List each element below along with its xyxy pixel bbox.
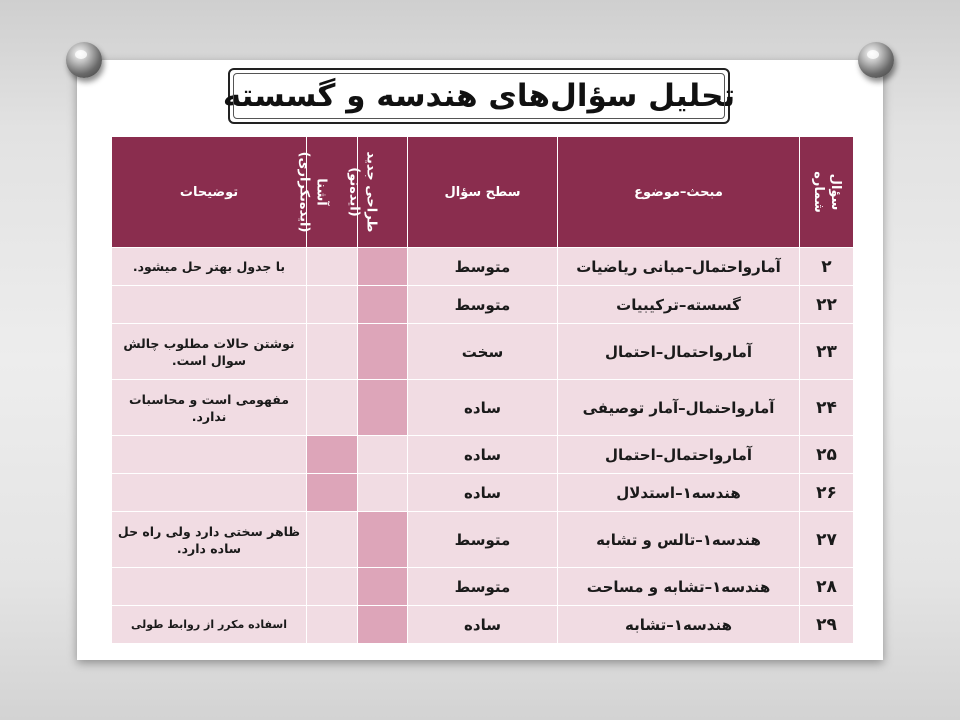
- new-design-cell: [358, 474, 408, 512]
- familiar-cell: [307, 286, 358, 324]
- question-number-cell: ۲۲: [800, 286, 854, 324]
- question-number-cell: ۲: [800, 248, 854, 286]
- level-cell: ساده: [408, 606, 558, 644]
- level-cell: ساده: [408, 474, 558, 512]
- familiar-cell: [307, 248, 358, 286]
- topic-cell: آمارواحتمال–احتمال: [558, 436, 800, 474]
- question-number-cell: ۲۳: [800, 324, 854, 380]
- topic-cell: هندسه۱–تشابه: [558, 606, 800, 644]
- question-number-cell: ۲۷: [800, 512, 854, 568]
- notes-cell: [112, 286, 307, 324]
- notes-cell: نوشتن حالات مطلوب چالش سوال است.: [112, 324, 307, 380]
- question-number-cell: ۲۴: [800, 380, 854, 436]
- topic-cell: آمارواحتمال–مبانی ریاضیات: [558, 248, 800, 286]
- new-design-cell: [358, 248, 408, 286]
- question-number-cell: ۲۸: [800, 568, 854, 606]
- question-number-cell: ۲۹: [800, 606, 854, 644]
- table-row: [112, 380, 854, 436]
- left-pushpin-icon: [66, 42, 102, 78]
- familiar-cell: [307, 568, 358, 606]
- header-level: سطح سؤال: [408, 137, 558, 248]
- notes-cell: [112, 436, 307, 474]
- level-cell: متوسط: [408, 568, 558, 606]
- level-cell: متوسط: [408, 512, 558, 568]
- level-cell: ساده: [408, 380, 558, 436]
- level-cell: متوسط: [408, 286, 558, 324]
- new-design-cell: [358, 380, 408, 436]
- topic-cell: گسسته–ترکیبیات: [558, 286, 800, 324]
- analysis-table: [111, 136, 854, 644]
- slide-title: تحلیل سؤال‌های هندسه و گسسته: [222, 78, 736, 114]
- header-question-number: سؤال شماره: [800, 137, 854, 248]
- new-design-cell: [358, 286, 408, 324]
- familiar-cell: [307, 380, 358, 436]
- table-row: [112, 436, 854, 474]
- new-design-cell: [358, 568, 408, 606]
- header-topic: مبحث–موضوع: [558, 137, 800, 248]
- notes-cell: [112, 474, 307, 512]
- notes-cell: با جدول بهتر حل میشود.: [112, 248, 307, 286]
- level-cell: متوسط: [408, 248, 558, 286]
- new-design-cell: [358, 436, 408, 474]
- new-design-cell: [358, 512, 408, 568]
- notes-cell: مفهومی است و محاسبات ندارد.: [112, 380, 307, 436]
- familiar-cell: [307, 436, 358, 474]
- new-design-cell: [358, 324, 408, 380]
- header-row: [112, 137, 854, 248]
- level-cell: ساده: [408, 436, 558, 474]
- familiar-cell: [307, 606, 358, 644]
- topic-cell: آمارواحتمال–احتمال: [558, 324, 800, 380]
- familiar-cell: [307, 474, 358, 512]
- familiar-cell: [307, 512, 358, 568]
- familiar-cell: [307, 324, 358, 380]
- question-number-cell: ۲۶: [800, 474, 854, 512]
- table-row: [112, 248, 854, 286]
- topic-cell: آمارواحتمال–آمار توصیفی: [558, 380, 800, 436]
- table-row: [112, 286, 854, 324]
- topic-cell: هندسه۱–تشابه و مساحت: [558, 568, 800, 606]
- level-cell: سخت: [408, 324, 558, 380]
- topic-cell: هندسه۱–استدلال: [558, 474, 800, 512]
- topic-cell: هندسه۱–تالس و تشابه: [558, 512, 800, 568]
- table-row: [112, 606, 854, 644]
- table-row: [112, 568, 854, 606]
- header-new-design: طراحی جدید (ایده‌نو): [358, 137, 408, 248]
- notes-cell: [112, 568, 307, 606]
- notes-cell: اسفاده مکرر از روابط طولی: [112, 606, 307, 644]
- header-familiar: آشنا (ایده‌تکراری): [307, 137, 358, 248]
- table-row: [112, 324, 854, 380]
- new-design-cell: [358, 606, 408, 644]
- title-box: [222, 68, 736, 124]
- table-row: [112, 474, 854, 512]
- table-row: [112, 512, 854, 568]
- notes-cell: ظاهر سختی دارد ولی راه حل ساده دارد.: [112, 512, 307, 568]
- question-number-cell: ۲۵: [800, 436, 854, 474]
- header-notes: توضیحات: [112, 137, 307, 248]
- right-pushpin-icon: [858, 42, 894, 78]
